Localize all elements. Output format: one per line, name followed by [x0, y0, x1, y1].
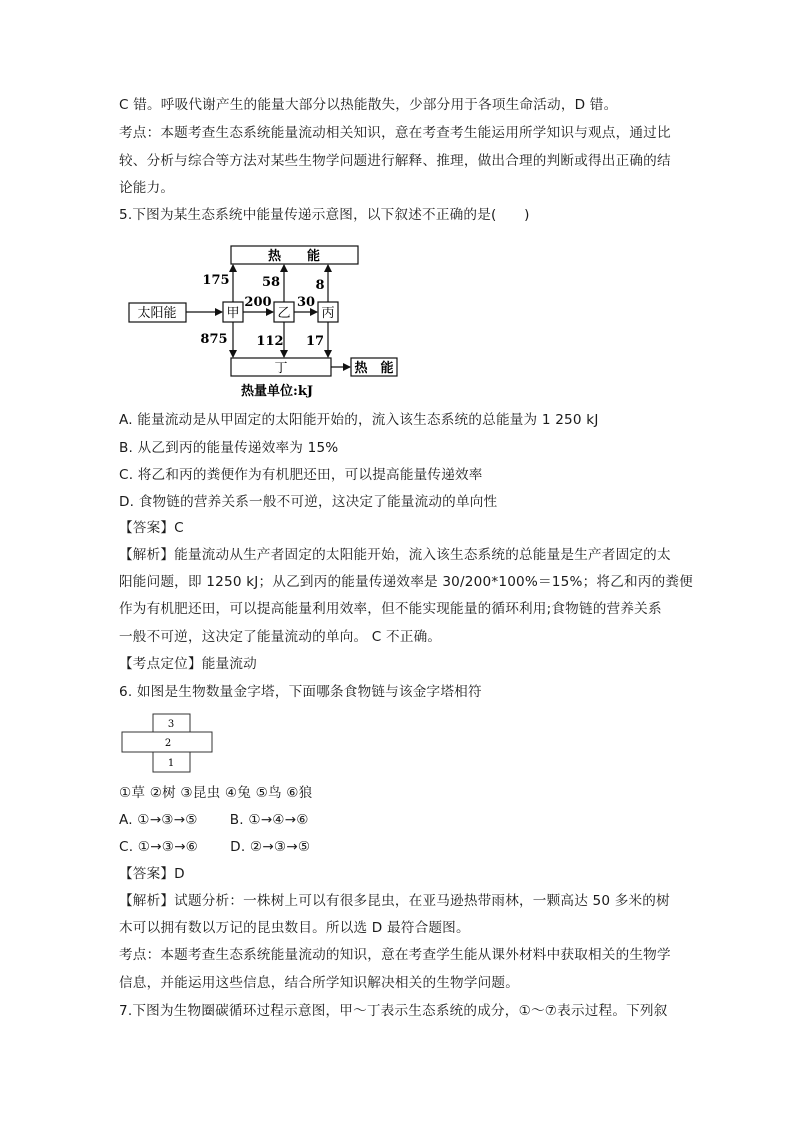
jia-label: 甲 [226, 306, 240, 321]
knowledge-point: 【考点定位】能量流动 [119, 656, 257, 672]
bing-label: 丙 [321, 306, 335, 321]
question-7-stem: 7.下图为生物圈碳循环过程示意图，甲～丁表示生态系统的成分，①～⑦表示过程。下列叙 [119, 1003, 668, 1019]
text-line: 较、分析与综合等方法对某些生物学问题进行解释、推理，做出合理的判断或得出正确的结 [119, 153, 671, 169]
unit-label: 热量单位:kJ [241, 384, 313, 399]
yi-label: 乙 [277, 306, 291, 321]
option-c: C. 将乙和丙的粪便作为有机肥还田，可以提高能量传递效率 [119, 467, 483, 483]
analysis-line: 信息，并能运用这些信息，结合所学知识解决相关的生物学问题。 [119, 975, 520, 991]
pyramid-label-1: 1 [167, 758, 175, 769]
analysis-line: 阳能问题，即 1250 kJ；从乙到丙的能量传递效率是 30/200*100%＝15%；将乙和丙的粪便 [119, 574, 693, 590]
q6-options-row2: C. ①→③→⑥ D. ②→③→⑤ [119, 839, 311, 855]
q6-options-row1: A. ①→③→⑤ B. ①→④→⑥ [119, 812, 309, 828]
label-200: 200 [244, 295, 272, 310]
analysis-line: 考点：本题考查生态系统能量流动的知识，意在考查学生能从课外材料中获取相关的生物学 [119, 947, 671, 963]
heat-label-top: 热 能 [267, 249, 321, 264]
label-175: 175 [202, 273, 230, 288]
question-5-stem: 5.下图为某生态系统中能量传递示意图，以下叙述不正确的是( ) [119, 207, 530, 223]
analysis-line: 木可以拥有数以万记的昆虫数目。所以选 D 最符合题图。 [119, 920, 470, 936]
label-58: 58 [261, 275, 281, 290]
label-30: 30 [296, 295, 316, 310]
label-8: 8 [315, 278, 325, 293]
analysis-line: 一般不可逆，这决定了能量流动的单向。 C 不正确。 [119, 629, 442, 645]
analysis-line: 【解析】试题分析：一株树上可以有很多昆虫，在亚马逊热带雨林，一颗高达 50 多米的树 [119, 893, 670, 909]
heat-label-right: 热 能 [354, 361, 394, 376]
label-875: 875 [200, 332, 228, 347]
answer-line: 【答案】C [119, 520, 184, 536]
option-b: B. 从乙到丙的能量传递效率为 15% [119, 440, 339, 456]
q6-items: ①草 ②树 ③昆虫 ④兔 ⑤鸟 ⑥狼 [119, 785, 313, 801]
label-112: 112 [256, 334, 284, 349]
text-line: C 错。呼吸代谢产生的能量大部分以热能散失，少部分用于各项生命活动，D 错。 [119, 97, 618, 113]
option-a: A. 能量流动是从甲固定的太阳能开始的，流入该生态系统的总能量为 1 250 kJ [119, 412, 599, 428]
option-d: D. 食物链的营养关系一般不可逆，这决定了能量流动的单向性 [119, 494, 498, 510]
label-17: 17 [305, 334, 325, 349]
answer-line: 【答案】D [119, 866, 185, 882]
analysis-line: 作为有机肥还田，可以提高能量利用效率，但不能实现能量的循环利用;食物链的营养关系 [119, 601, 662, 617]
sun-label: 太阳能 [137, 306, 177, 321]
pyramid-label-3: 3 [167, 719, 175, 730]
pyramid-label-2: 2 [164, 738, 172, 749]
text-line: 考点：本题考查生态系统能量流动相关知识，意在考查考生能运用所学知识与观点，通过比 [119, 125, 671, 141]
text-line: 论能力。 [119, 180, 175, 196]
analysis-line: 【解析】能量流动从生产者固定的太阳能开始，流入该生态系统的总能量是生产者固定的太 [119, 547, 671, 563]
question-6-stem: 6. 如图是生物数量金字塔，下面哪条食物链与该金字塔相符 [119, 684, 482, 700]
ding-label: 丁 [274, 361, 288, 376]
